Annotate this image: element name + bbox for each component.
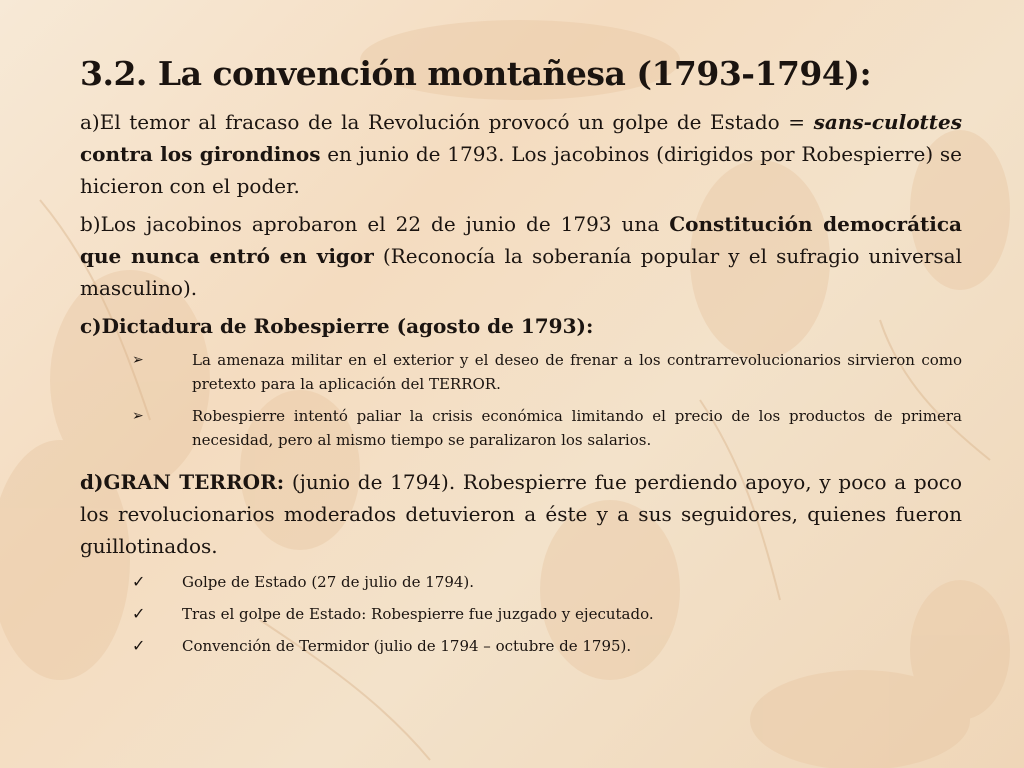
paragraph-b-suffix: (Reconocía la soberanía popular y el sufragio universal masculino). [80,244,962,300]
list-item-text: Tras el golpe de Estado: Robespierre fue juzgado y ejecutado. [182,605,654,623]
arrow-list [80,348,962,452]
paragraph-a-suffix: en junio de 1793. Los jacobinos (dirigidos por Robespierre) se hicieron con el poder. [80,142,962,198]
check-list [80,570,962,658]
arrow-bullet-icon: ➢ [132,352,144,368]
gran-terror-term: d)GRAN TERROR: [80,470,285,494]
list-item-text: Robespierre intentó paliar la crisis económica limitando el precio de los productos de primera necesidad, pero al mismo tiempo se paralizaron los salarios. [192,407,962,449]
checkmark-icon: ✓ [132,572,146,591]
list-item [80,348,962,396]
constitution-term: Constitución democrática que nunca entró en vigor [80,212,963,268]
slide-content [80,52,962,666]
list-item-text: Convención de Termidor (julio de 1794 – octubre de 1795). [182,637,632,655]
checkmark-icon: ✓ [132,636,146,655]
paragraph-a-prefix: a)El temor al fracaso de la Revolución provocó un golpe de Estado = [80,110,814,134]
heading-c: c)Dictadura de Robespierre (agosto de 1793): [80,314,594,338]
checkmark-icon: ✓ [132,604,146,623]
list-item [80,570,962,594]
list-item-text: La amenaza militar en el exterior y el deseo de frenar a los contrarrevolucionarios sirvieron como pretexto para la aplicación del TERROR. [192,351,962,393]
arrow-bullet-icon: ➢ [132,408,144,424]
girondinos-term: contra los girondinos [80,142,321,166]
paragraph-a [80,106,962,202]
list-item [80,404,962,452]
paragraph-b-prefix: b)Los jacobinos aprobaron el 22 de junio de 1793 una [80,212,670,236]
slide-title: 3.2. La convención montañesa (1793-1794): [80,54,872,93]
paragraph-b [80,208,962,304]
paragraph-d-text: (junio de 1794). Robespierre fue perdiendo apoyo, y poco a poco los revolucionarios moderados detuvieron a éste y a sus seguidores, quienes fueron guillotinados. [80,470,962,558]
list-item-text: Golpe de Estado (27 de julio de 1794). [182,573,475,591]
sans-culottes-term: sans-culottes [813,110,962,134]
paragraph-d [80,466,962,562]
list-item [80,602,962,626]
list-item [80,634,962,658]
